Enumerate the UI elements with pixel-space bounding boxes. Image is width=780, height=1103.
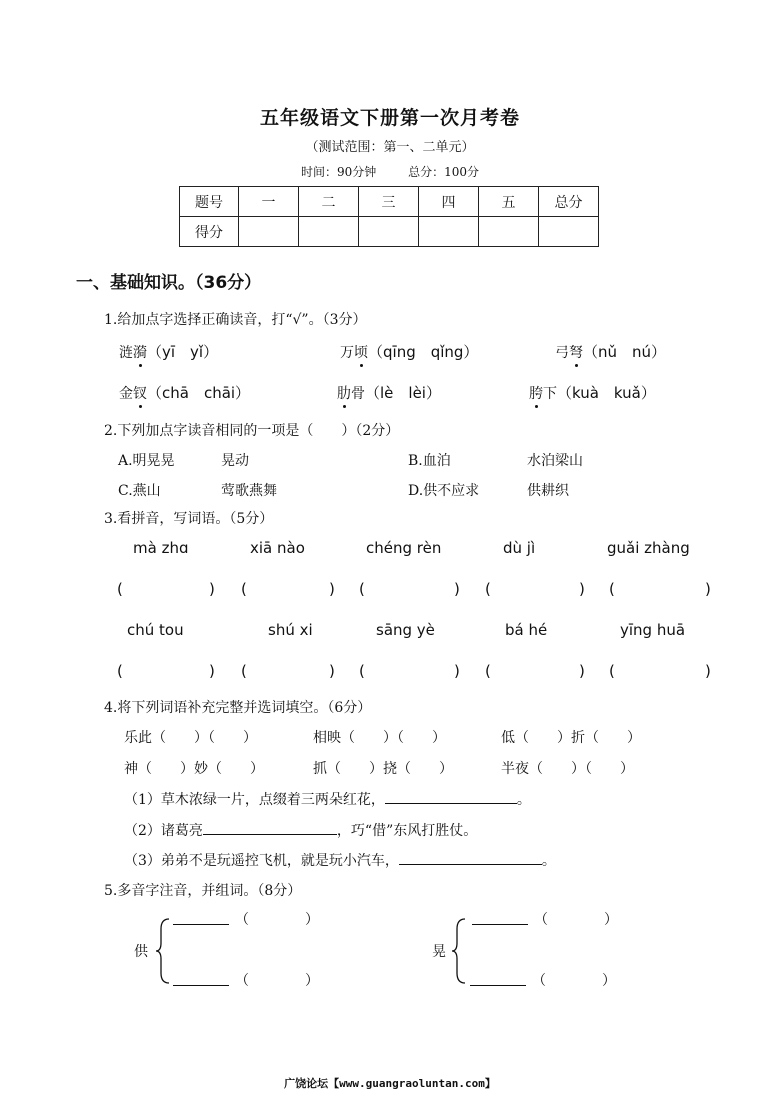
q2-option-c-word: 莺歌燕舞 [221, 483, 277, 499]
answer-blank[interactable] [173, 985, 229, 986]
score-table [179, 186, 599, 247]
page-title: 五年级语文下册第一次月考卷 [259, 107, 520, 129]
answer-blank[interactable] [399, 850, 542, 865]
answer-paren-open: ( [359, 580, 365, 598]
answer-paren-open: ( [117, 662, 123, 680]
pinyin-prompt: sāng yè [376, 621, 435, 639]
sentence-3: （3）弟弟不是玩遥控飞机，就是玩小汽车， 。 [124, 850, 556, 870]
pinyin-paren[interactable]: （ ） [235, 912, 319, 928]
idiom-fill[interactable]: 半夜（ ）（ ） [501, 761, 634, 777]
brace-icon [155, 917, 171, 985]
score-cell: 二 [299, 187, 359, 217]
score-cell: 题号 [180, 187, 239, 217]
pinyin-prompt: guǎi zhàng [607, 539, 690, 557]
score-cell: 四 [419, 187, 479, 217]
score-cell: 五 [479, 187, 539, 217]
answer-paren-open: ( [609, 662, 615, 680]
answer-blank[interactable] [385, 789, 517, 804]
section-title: 一、基础知识。（36分） [76, 273, 262, 293]
score-cell: 三 [359, 187, 419, 217]
pinyin-prompt: mà zhɑ [133, 539, 189, 557]
answer-paren-close: ) [209, 662, 215, 680]
idiom-fill[interactable]: 相映（ ）（ ） [313, 730, 446, 746]
pinyin-prompt: bá hé [505, 621, 548, 639]
score-cell: 一 [239, 187, 299, 217]
exam-total: 总分：100分 [408, 165, 479, 179]
pinyin-paren[interactable]: （ ） [534, 912, 618, 928]
answer-blank[interactable] [472, 924, 528, 925]
score-blank[interactable] [299, 217, 359, 247]
answer-paren-close: ) [329, 662, 335, 680]
pinyin-prompt: dù jì [503, 539, 536, 557]
q2-option-b[interactable]: B.血泊 [408, 453, 451, 469]
pinyin-prompt: chú tou [127, 621, 184, 639]
score-blank[interactable] [419, 217, 479, 247]
exam-time: 时间：90分钟 [300, 165, 377, 179]
question-4-stem: 4.将下列词语补充完整并选词填空。（6分） [104, 700, 372, 716]
score-blank[interactable] [239, 217, 299, 247]
q2-option-a-word: 晃动 [221, 453, 249, 469]
exam-meta [0, 163, 780, 180]
answer-paren-close: ) [579, 662, 585, 680]
brace-icon [451, 917, 467, 985]
answer-paren-close: ) [705, 662, 711, 680]
pinyin-paren[interactable]: （ ） [532, 973, 616, 989]
answer-paren-close: ) [454, 580, 460, 598]
answer-paren-close: ) [579, 580, 585, 598]
idiom-fill[interactable]: 低（ ）折（ ） [501, 730, 641, 746]
answer-blank[interactable] [470, 985, 526, 986]
answer-paren-open: ( [241, 580, 247, 598]
pinyin-prompt: yīng huā [620, 621, 686, 639]
idiom-fill[interactable]: 抓（ ）挠（ ） [313, 761, 453, 777]
sentence-2: （2）诸葛亮 ，巧“借”东风打胜仗。 [124, 820, 477, 840]
footer-watermark: 广饶论坛【www.guangraoluntan.com】 [284, 1077, 496, 1090]
q2-option-d[interactable]: D.供不应求 [408, 483, 480, 499]
answer-paren-open: ( [359, 662, 365, 680]
answer-paren-close: ) [705, 580, 711, 598]
q1-item: 胯下（kuà kuǎ） [529, 384, 656, 402]
q2-option-a[interactable]: A.明晃晃 [118, 453, 175, 469]
answer-paren-close: ) [209, 580, 215, 598]
score-table-score-row [180, 217, 599, 247]
score-cell: 总分 [539, 187, 599, 217]
q1-item: 弓弩（nǔ nú） [555, 343, 667, 361]
polyphone-char: 供 [134, 944, 148, 960]
pinyin-prompt: xiā nào [250, 539, 305, 557]
answer-blank[interactable] [173, 924, 229, 925]
q1-item: 涟漪（yī yǐ） [119, 343, 219, 361]
score-label: 得分 [180, 217, 239, 247]
q2-option-b-word: 水泊梁山 [527, 453, 583, 469]
q2-option-c[interactable]: C.燕山 [118, 483, 161, 499]
idiom-fill[interactable]: 神（ ）妙（ ） [124, 761, 264, 777]
question-3-stem: 3.看拼音，写词语。（5分） [104, 511, 274, 527]
pinyin-prompt: chéng rèn [366, 539, 442, 557]
answer-paren-open: ( [241, 662, 247, 680]
idiom-fill[interactable]: 乐此（ ）（ ） [124, 730, 257, 746]
sentence-1: （1）草木浓绿一片，点缀着三两朵红花， 。 [124, 789, 531, 809]
pinyin-prompt: shú xi [268, 621, 313, 639]
answer-paren-open: ( [485, 580, 491, 598]
q1-item: 万顷（qīng qǐng） [340, 343, 479, 361]
test-range: （测试范围：第一、二单元） [305, 140, 475, 155]
answer-paren-open: ( [485, 662, 491, 680]
question-1-stem: 1.给加点字选择正确读音，打“√”。（3分） [104, 312, 367, 328]
answer-paren-close: ) [454, 662, 460, 680]
answer-paren-open: ( [117, 580, 123, 598]
answer-blank[interactable] [203, 820, 337, 835]
score-blank[interactable] [359, 217, 419, 247]
question-5-stem: 5.多音字注音，并组词。（8分） [104, 883, 302, 899]
q1-item: 肋骨（lè lèi） [337, 384, 441, 402]
score-blank[interactable] [539, 217, 599, 247]
q2-option-d-word: 供耕织 [527, 483, 569, 499]
question-2-stem: 2.下列加点字读音相同的一项是（ ）（2分） [104, 423, 400, 439]
pinyin-paren[interactable]: （ ） [235, 973, 319, 989]
score-table-header-row [180, 187, 599, 217]
answer-paren-close: ) [329, 580, 335, 598]
answer-paren-open: ( [609, 580, 615, 598]
polyphone-char: 晃 [432, 944, 446, 960]
q1-item: 金钗（chā chāi） [119, 384, 251, 402]
score-blank[interactable] [479, 217, 539, 247]
